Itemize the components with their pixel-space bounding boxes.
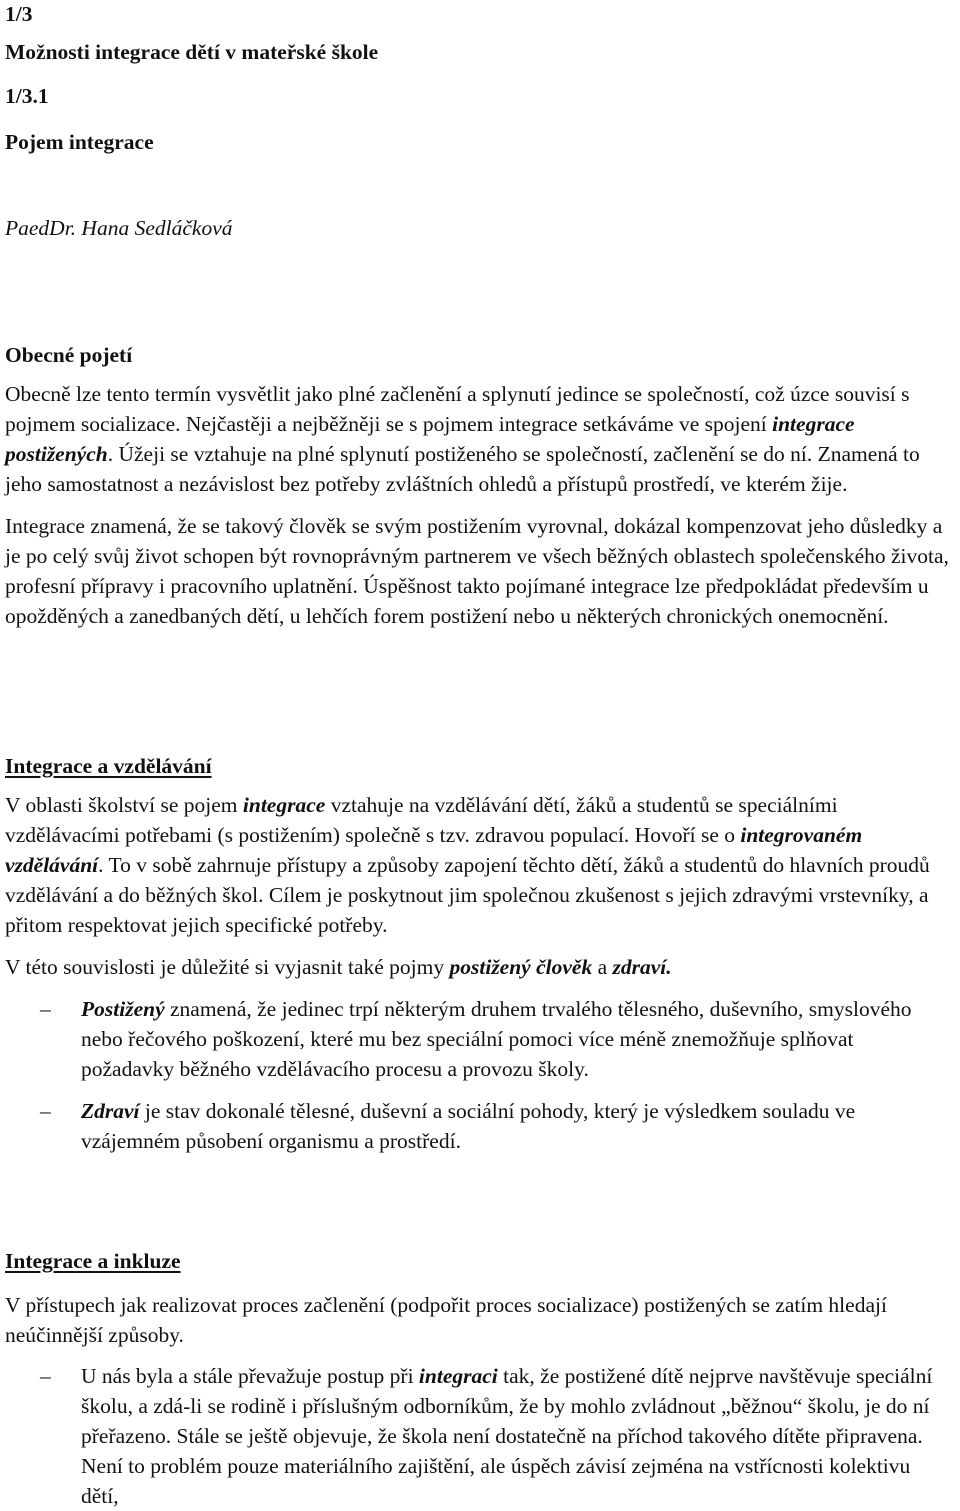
heading-integrace-vzdelavani: Integrace a vzdělávání	[5, 754, 212, 778]
emphasis-integrace: integrace	[242, 793, 326, 817]
text-run: je stav dokonalé tělesné, duševní a sociální pohody, který je výsledkem souladu ve vzájemném působení organismu a prostředí.	[81, 1099, 856, 1153]
list-item-postizeny	[5, 994, 952, 1084]
list-item-text	[81, 1096, 952, 1156]
section-vzdelavani	[5, 751, 952, 1156]
dash-bullet: –	[40, 1364, 51, 1388]
text-run: a	[592, 955, 613, 979]
paragraph-vzdelavani-1	[5, 790, 952, 940]
subsection-title: Pojem integrace	[5, 130, 154, 154]
subsection-number: 1/3.1	[5, 84, 49, 108]
emphasis-term-postizeny: Postižený	[81, 997, 165, 1021]
section-inkluze	[5, 1246, 952, 1511]
text-run: znamená, že jedinec trpí některým druhem trvalého tělesného, duševního, smyslového nebo řečového poškození, které mu bez speciální pomoci více méně znemožňuje splňovat požadavky běžného vzdělávacího procesu a provozu školy.	[81, 997, 912, 1081]
list-item-integrace	[5, 1361, 952, 1511]
list-item-text	[81, 1361, 952, 1511]
dash-bullet: –	[40, 1099, 51, 1123]
author-name: PaedDr. Hana Sedláčková	[5, 216, 233, 240]
paragraph-vzdelavani-2	[5, 952, 952, 982]
list-item-zdravi	[5, 1096, 952, 1156]
text-run: Obecně lze tento termín vysvětlit jako plné začlenění a splynutí jedince se společností, což úzce souvisí s pojmem socializace. Nejčastěji a nejběžněji se s pojmem integrace setkáváme ve spojení	[5, 382, 910, 436]
emphasis-integrace-postizenych: integrace postižených	[5, 412, 855, 466]
paragraph-obecne-1	[5, 379, 952, 499]
text-run: vztahuje na vzdělávání dětí, žáků a studentů se speciálními vzdělávacími potřebami (s postižením) společně s tzv. zdravou populací. Hovoří se o	[5, 793, 838, 847]
document-header	[5, 0, 952, 243]
heading-integrace-inkluze: Integrace a inkluze	[5, 1249, 181, 1273]
emphasis-integrovane-vzdelavani: integrovaném vzdělávání	[5, 823, 863, 877]
list-item-text	[81, 994, 952, 1084]
dash-bullet: –	[40, 997, 51, 1021]
text-run: U nás byla a stále převažuje postup při	[81, 1364, 419, 1388]
emphasis-term-zdravi: Zdraví	[81, 1099, 140, 1123]
emphasis-zdravi: zdraví.	[612, 955, 672, 979]
text-run: tak, že postižené dítě nejprve navštěvuje speciální školu, a zdá-li se rodině i příslušným odborníkům, že by mohlo zvládnout „běžnou“ školu, je do ní přeřazeno. Stále se ještě objevuje, že škola není dostatečně na příchod takového dítěte připravena. Není to problém pouze materiálního zajištění, ale úspěch závisí zejména na vstřícnosti kolektivu dětí,	[81, 1364, 933, 1508]
emphasis-integraci: integraci	[418, 1364, 498, 1388]
text-run: V oblasti školství se pojem	[5, 793, 243, 817]
section-number: 1/3	[5, 2, 33, 26]
paragraph-inkluze-1: V přístupech jak realizovat proces začlenění (podpořit proces socializace) postižených se zatím hledají neúčinnější způsoby.	[5, 1293, 887, 1347]
emphasis-postizeny-clovek: postižený člověk	[449, 955, 593, 979]
heading-obecne-pojeti: Obecné pojetí	[5, 343, 133, 367]
text-run: V této souvislosti je důležité si vyjasnit také pojmy	[5, 955, 450, 979]
section-title: Možnosti integrace dětí v mateřské škole	[5, 40, 379, 64]
text-run: . To v sobě zahrnuje přístupy a způsoby zapojení těchto dětí, žáků a studentů do hlavních proudů vzdělávání a do běžných škol. Cílem je poskytnout jim společnou zkušenost s jejich zdravými vrstevníky, a přitom respektovat jejich specifické potřeby.	[5, 853, 930, 937]
text-run: . Úžeji se vztahuje na plné splynutí postiženého se společností, začlenění se do ní. Znamená to jeho samostatnost a nezávislost bez potřeby zvláštních ohledů a přístupů prostředí, ve kterém žije.	[5, 442, 920, 496]
section-obecne	[5, 340, 952, 631]
paragraph-obecne-2: Integrace znamená, že se takový člověk se svým postižením vyrovnal, dokázal kompenzovat jeho důsledky a je po celý svůj život schopen být rovnoprávným partnerem ve všech běžných oblastech společenského života, profesní přípravy i pracovního uplatnění. Úspěšnost takto pojímané integrace lze předpokládat především u opožděných a zanedbaných dětí, u lehčích forem postižení nebo u některých chronických onemocnění.	[5, 514, 949, 628]
